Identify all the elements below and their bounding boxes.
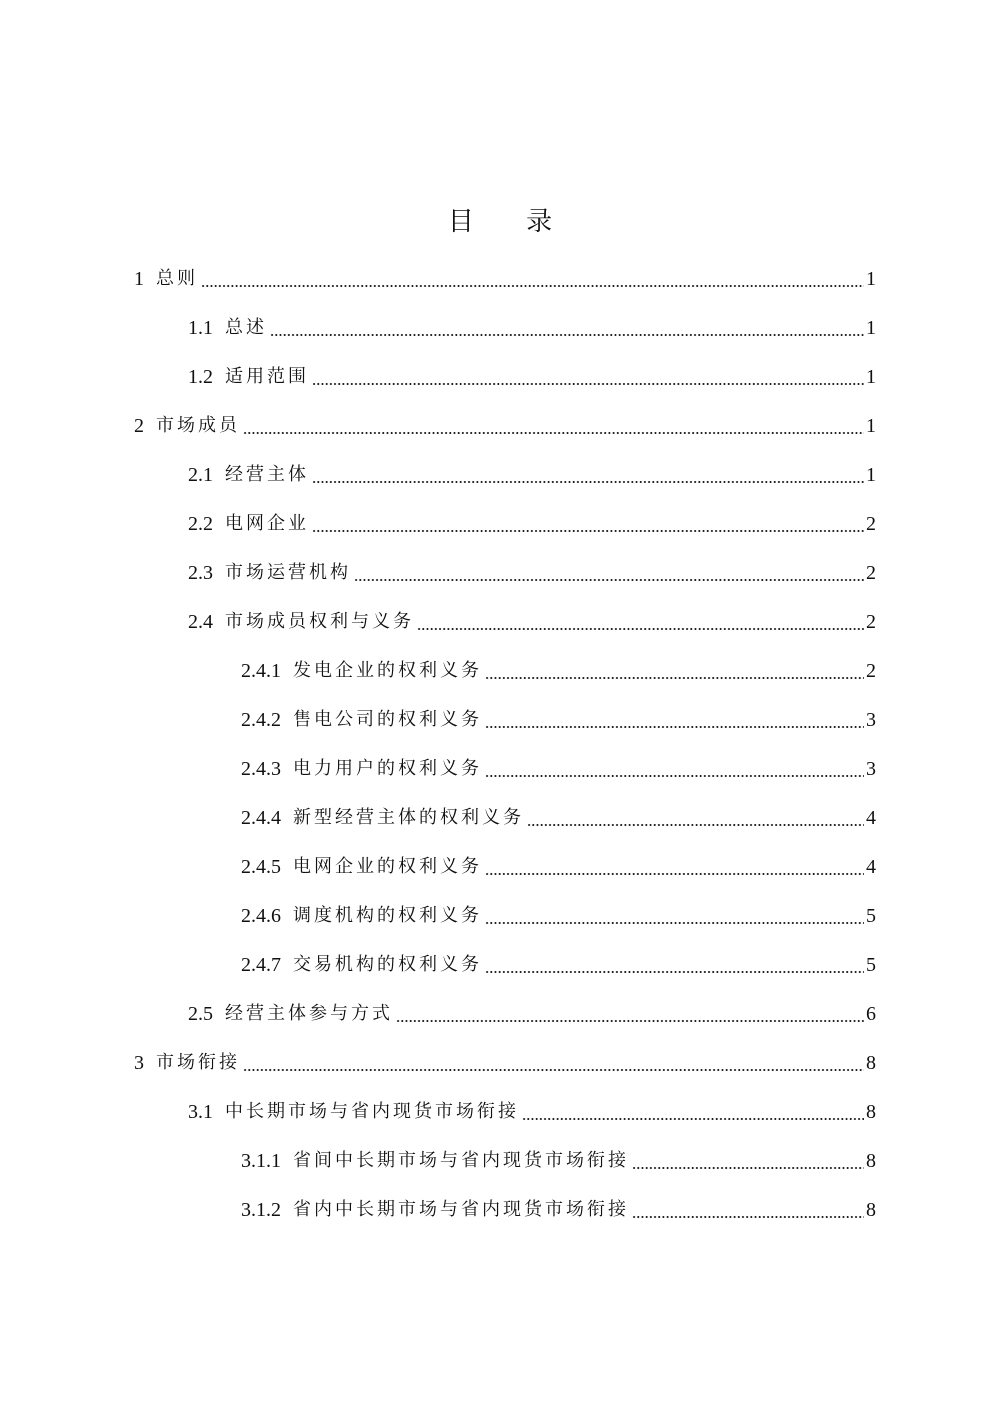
toc-entry-number: 1.1 [188, 316, 213, 339]
toc-entry[interactable] [0, 597, 1000, 646]
toc-entry-number: 2.4.3 [241, 757, 281, 780]
toc-entry[interactable] [0, 744, 1000, 793]
toc-entry[interactable] [0, 548, 1000, 597]
toc-entry-title: 适用范围 [225, 365, 309, 387]
toc-entry-page: 1 [866, 463, 876, 486]
toc-entry-number: 3.1.2 [241, 1198, 281, 1221]
toc-entry-page: 1 [866, 365, 876, 388]
dot-leader [354, 576, 864, 584]
dot-leader [417, 625, 864, 633]
toc-entry[interactable] [0, 303, 1000, 352]
toc-entry-number: 2.1 [188, 463, 213, 486]
toc-entry-title: 省内中长期市场与省内现货市场衔接 [293, 1198, 629, 1220]
toc-entry-title: 市场成员权利与义务 [225, 610, 414, 632]
dot-leader [485, 968, 864, 976]
toc-entry-title: 电力用户的权利义务 [293, 757, 482, 779]
toc-entry[interactable] [0, 646, 1000, 695]
toc-entry-page: 5 [866, 904, 876, 927]
toc-entry-number: 2.4.4 [241, 806, 281, 829]
toc-entry-page: 2 [866, 659, 876, 682]
toc-entry-title: 电网企业的权利义务 [293, 855, 482, 877]
toc-entry-number: 2.4.2 [241, 708, 281, 731]
toc-entry[interactable] [0, 1185, 1000, 1234]
toc-entry-page: 4 [866, 855, 876, 878]
toc-entry[interactable] [0, 401, 1000, 450]
toc-entry-title: 售电公司的权利义务 [293, 708, 482, 730]
dot-leader [485, 919, 864, 927]
toc-entry-number: 2.2 [188, 512, 213, 535]
toc-entry-page: 8 [866, 1051, 876, 1074]
toc-entry-page: 2 [866, 561, 876, 584]
toc-entry-title: 经营主体 [225, 463, 309, 485]
toc-entry-number: 2.3 [188, 561, 213, 584]
toc-entry-page: 6 [866, 1002, 876, 1025]
toc-entry-number: 1.2 [188, 365, 213, 388]
toc-entry[interactable] [0, 1038, 1000, 1087]
dot-leader [312, 380, 864, 388]
toc-entry-title: 交易机构的权利义务 [293, 953, 482, 975]
table-of-contents [0, 254, 1000, 1234]
toc-title: 目 录 [447, 207, 575, 237]
toc-entry-number: 2.4 [188, 610, 213, 633]
toc-entry-page: 2 [866, 512, 876, 535]
toc-entry-number: 3.1 [188, 1100, 213, 1123]
toc-entry-title: 中长期市场与省内现货市场衔接 [225, 1100, 519, 1122]
dot-leader [485, 772, 864, 780]
toc-entry-number: 2.4.5 [241, 855, 281, 878]
toc-entry-number: 1 [134, 267, 144, 290]
toc-entry-page: 5 [866, 953, 876, 976]
toc-entry-title: 总述 [225, 316, 267, 338]
toc-entry-number: 3.1.1 [241, 1149, 281, 1172]
toc-entry-number: 2.4.6 [241, 904, 281, 927]
toc-entry-title: 新型经营主体的权利义务 [293, 806, 524, 828]
toc-entry-title: 省间中长期市场与省内现货市场衔接 [293, 1149, 629, 1171]
dot-leader [243, 1066, 864, 1074]
toc-entry-title: 市场运营机构 [225, 561, 351, 583]
toc-entry-page: 2 [866, 610, 876, 633]
toc-entry-number: 2.4.1 [241, 659, 281, 682]
dot-leader [527, 821, 864, 829]
toc-entry-title: 经营主体参与方式 [225, 1002, 393, 1024]
dot-leader [312, 527, 864, 535]
toc-entry[interactable] [0, 352, 1000, 401]
toc-entry[interactable] [0, 842, 1000, 891]
toc-entry[interactable] [0, 499, 1000, 548]
toc-entry-page: 4 [866, 806, 876, 829]
toc-entry-title: 市场成员 [156, 414, 240, 436]
toc-entry[interactable] [0, 450, 1000, 499]
toc-entry[interactable] [0, 1136, 1000, 1185]
toc-entry[interactable] [0, 254, 1000, 303]
dot-leader [485, 870, 864, 878]
dot-leader [201, 282, 864, 290]
toc-entry[interactable] [0, 1087, 1000, 1136]
toc-entry-page: 3 [866, 708, 876, 731]
toc-entry-page: 3 [866, 757, 876, 780]
dot-leader [312, 478, 864, 486]
toc-entry[interactable] [0, 989, 1000, 1038]
toc-entry-number: 2 [134, 414, 144, 437]
toc-entry-number: 2.5 [188, 1002, 213, 1025]
dot-leader [522, 1115, 864, 1123]
toc-entry-title: 调度机构的权利义务 [293, 904, 482, 926]
dot-leader [485, 674, 864, 682]
toc-entry-page: 1 [866, 316, 876, 339]
dot-leader [632, 1213, 864, 1221]
toc-entry-number: 2.4.7 [241, 953, 281, 976]
toc-entry-page: 8 [866, 1100, 876, 1123]
toc-entry-title: 总则 [156, 267, 198, 289]
toc-entry[interactable] [0, 891, 1000, 940]
toc-entry-number: 3 [134, 1051, 144, 1074]
toc-entry-page: 1 [866, 267, 876, 290]
dot-leader [632, 1164, 864, 1172]
dot-leader [243, 429, 864, 437]
toc-entry-page: 8 [866, 1198, 876, 1221]
dot-leader [270, 331, 864, 339]
toc-entry-title: 市场衔接 [156, 1051, 240, 1073]
toc-entry-page: 8 [866, 1149, 876, 1172]
toc-entry-title: 发电企业的权利义务 [293, 659, 482, 681]
dot-leader [396, 1017, 864, 1025]
toc-entry[interactable] [0, 793, 1000, 842]
dot-leader [485, 723, 864, 731]
toc-entry[interactable] [0, 940, 1000, 989]
toc-entry[interactable] [0, 695, 1000, 744]
toc-entry-page: 1 [866, 414, 876, 437]
toc-entry-title: 电网企业 [225, 512, 309, 534]
